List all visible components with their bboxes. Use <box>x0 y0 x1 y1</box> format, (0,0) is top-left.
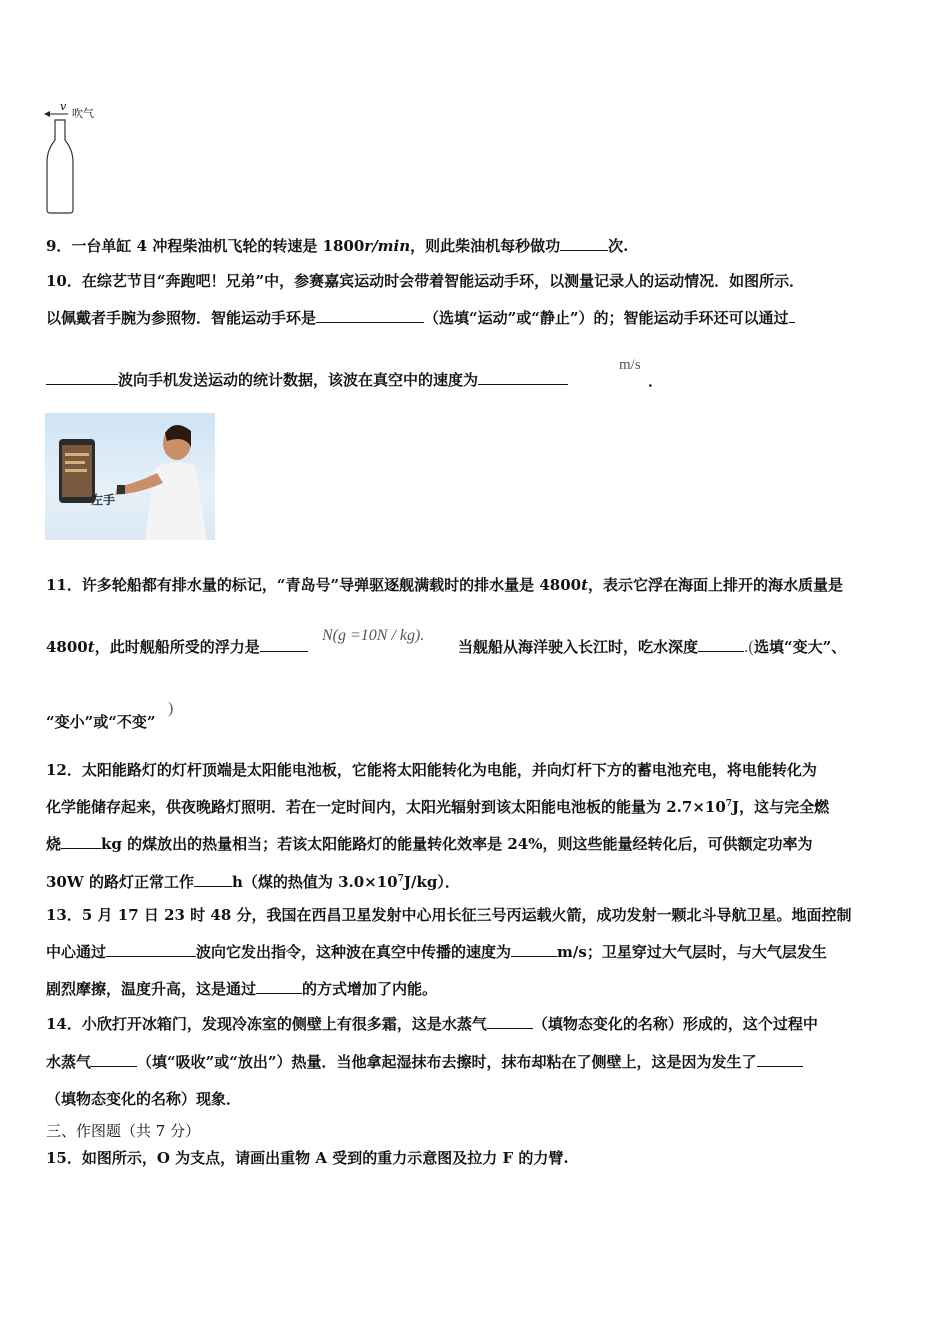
section-3-title: 三、作图题（共 7 分） <box>46 1122 201 1140</box>
answer-blank[interactable] <box>757 1052 803 1067</box>
arrow-head <box>44 111 50 117</box>
question-14-line-1: 14．小欣打开冰箱门，发现冷冻室的侧壁上有很多霜，这是水蒸气 （填物态变化的名称）形成的，这个过程中 <box>46 1015 818 1033</box>
answer-blank[interactable] <box>478 370 568 385</box>
answer-blank[interactable] <box>560 236 608 251</box>
answer-blank[interactable] <box>260 637 308 652</box>
left-hand-label: 左手 <box>91 493 116 507</box>
runner-shirt <box>145 462 207 540</box>
question-10-line-3: 波向手机发送运动的统计数据，该波在真空中的速度为 <box>46 370 568 390</box>
speed-unit: m/s <box>619 357 641 373</box>
question-13-line-1: 13．5 月 17 日 23 时 48 分，我国在西昌卫星发射中心用长征三号丙运载火箭，成功发射一颗北斗导航卫星。地面控制 <box>46 906 852 924</box>
answer-blank[interactable] <box>256 979 302 994</box>
answer-blank[interactable] <box>91 1052 137 1067</box>
answer-blank[interactable] <box>316 308 424 323</box>
answer-blank[interactable] <box>61 834 101 849</box>
bottle-diagram <box>40 100 120 220</box>
runner-illustration <box>45 413 215 540</box>
answer-blank[interactable] <box>487 1014 533 1029</box>
buoyancy-formula: N(g =10N / kg). <box>322 627 425 644</box>
question-11-line-1: 11．许多轮船都有排水量的标记，“青岛号”导弹驱逐舰满载时的排水量是 4800t，表示它浮在海面上排开的海水质量是 <box>46 576 844 594</box>
runner-photo <box>45 413 215 540</box>
question-11-line-3: “变小”或“不变” <box>46 713 156 731</box>
bottle-outline <box>47 120 73 213</box>
question-12-line-3: 烧 kg 的煤放出的热量相当；若该太阳能路灯的能量转化效率是 24%，则这些能量经转化后，可供额定功率为 <box>46 835 813 853</box>
answer-blank[interactable] <box>789 308 795 323</box>
question-12-line-4: 30W 的路灯正常工作 h（煤的热值为 $3.0\times 10^7J/kg$）． <box>46 873 460 891</box>
question-12-line-2: 化学能储存起来，供夜晚路灯照明．若在一定时间内，太阳光辐射到该太阳能电池板的能量为 $2.7\times 10^7J$，这与完全燃 <box>46 798 830 816</box>
question-9: 9．一台单缸 4 冲程柴油机飞轮的转速是 1800r/min，则此柴油机每秒做功 次. <box>46 237 629 255</box>
answer-blank[interactable] <box>106 942 196 957</box>
question-13-line-2: 中心通过 波向它发出指令，这种波在真空中传播的速度为 m/s；卫星穿过大气层时，与大气层发生 <box>46 943 827 961</box>
question-12-line-1: 12．太阳能路灯的灯杆顶端是太阳能电池板，它能将太阳能转化为电能，并向灯杆下方的蓄电池充电，将电能转化为 <box>46 761 817 779</box>
wrist-band <box>117 485 125 494</box>
closing-paren: ) <box>168 700 174 717</box>
blow-label: 吹气 <box>72 107 94 120</box>
question-10-line-1: 10．在综艺节目“奔跑吧！兄弟”中，参赛嘉宾运动时会带着智能运动手环，以测量记录人的运动情况．如图所示． <box>46 272 805 290</box>
question-13-line-3: 剧烈摩擦，温度升高，这是通过 的方式增加了内能。 <box>46 980 438 998</box>
phone-screen-line <box>65 461 85 464</box>
question-10-line-2: 以佩戴者手腕为参照物．智能运动手环是 （选填“运动”或“静止”）的；智能运动手环还可以通过 <box>46 308 795 328</box>
question-14-line-3: （填物态变化的名称）现象． <box>46 1090 242 1108</box>
answer-blank[interactable] <box>46 370 118 385</box>
phone-screen-line <box>65 469 87 472</box>
answer-blank[interactable] <box>194 872 232 887</box>
phone-screen-line <box>65 453 89 456</box>
question-15: 15．如图所示，O 为支点，请画出重物 A 受到的重力示意图及拉力 F 的力臂. <box>46 1149 569 1167</box>
velocity-label: v <box>60 100 67 113</box>
question-10-period: ． <box>648 372 664 390</box>
answer-blank[interactable] <box>698 637 744 652</box>
question-14-line-2: 水蒸气 （填“吸收”或“放出”）热量．当他拿起湿抹布去擦时，抹布却粘在了侧壁上，这是因为发生了 <box>46 1052 803 1072</box>
question-11-line-2b: 当舰船从海洋驶入长江时，吃水深度 .(选填“变大”、 <box>458 637 847 656</box>
answer-blank[interactable] <box>511 942 557 957</box>
question-11-line-2: 4800t，此时舰船所受的浮力是 <box>46 637 308 657</box>
